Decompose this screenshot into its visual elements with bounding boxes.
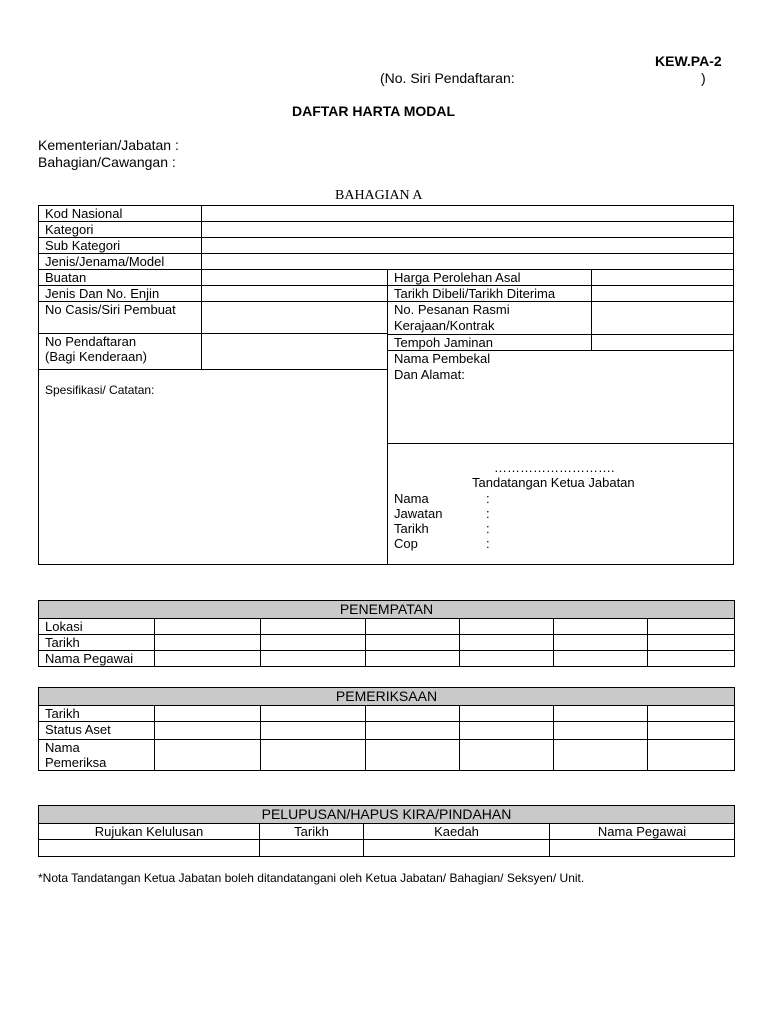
table-row — [39, 840, 735, 857]
sub-kategori-label: Sub Kategori — [45, 238, 121, 253]
table-cell[interactable] — [261, 635, 366, 651]
table-cell[interactable] — [366, 706, 460, 722]
table-cell[interactable] — [364, 840, 550, 857]
table-cell[interactable] — [261, 706, 366, 722]
row-divider — [387, 443, 733, 444]
row-divider — [39, 269, 733, 270]
pembekal-label: Nama Pembekal — [394, 351, 491, 366]
row-label: Lokasi — [39, 619, 155, 635]
table-cell[interactable] — [261, 651, 366, 667]
no-pendaftaran-sub-label: (Bagi Kenderaan) — [45, 349, 147, 364]
pesanan-sub-label: Kerajaan/Kontrak — [394, 318, 495, 333]
sig-jawatan-colon: : — [486, 506, 490, 521]
buatan-label: Buatan — [45, 270, 87, 285]
kategori-label: Kategori — [45, 222, 94, 237]
table-cell[interactable] — [155, 619, 261, 635]
table-cell[interactable] — [260, 840, 364, 857]
pembekal-sub-label: Dan Alamat: — [394, 367, 465, 382]
table-header-row — [39, 824, 735, 840]
section-a-title: BAHAGIAN A — [335, 188, 423, 203]
table-row — [39, 722, 735, 740]
table-cell[interactable] — [261, 722, 366, 740]
penempatan-table — [38, 600, 735, 667]
table-cell[interactable] — [550, 840, 735, 857]
table-cell[interactable] — [366, 635, 460, 651]
footnote: *Nota Tandatangan Ketua Jabatan boleh ditandatangani oleh Ketua Jabatan/ Bahagian/ Seksyen/ Unit. — [38, 871, 585, 885]
page-title: DAFTAR HARTA MODAL — [292, 103, 456, 119]
siri-close: ) — [701, 70, 706, 86]
table-cell[interactable] — [460, 635, 554, 651]
table-cell[interactable] — [366, 740, 460, 771]
column-header: Nama Pegawai — [550, 824, 735, 840]
table-row — [39, 651, 735, 667]
signature-dots: ………………………. — [494, 460, 615, 475]
table-cell[interactable] — [554, 635, 648, 651]
table-cell[interactable] — [554, 706, 648, 722]
sig-tarikh-colon: : — [486, 521, 490, 536]
kementerian-label: Kementerian/Jabatan : — [38, 137, 179, 153]
pelupusan-title: PELUPUSAN/HAPUS KIRA/PINDAHAN — [39, 806, 735, 824]
row-label: Nama Pegawai — [39, 651, 155, 667]
pelupusan-table — [38, 805, 735, 857]
table-cell[interactable] — [648, 722, 735, 740]
row-divider — [39, 221, 733, 222]
table-cell[interactable] — [366, 619, 460, 635]
sig-jawatan-label: Jawatan — [394, 506, 443, 521]
table-cell[interactable] — [648, 706, 735, 722]
table-cell[interactable] — [648, 651, 735, 667]
bahagian-label: Bahagian/Cawangan : — [38, 154, 176, 170]
table-cell[interactable] — [155, 740, 261, 771]
column-header: Tarikh — [260, 824, 364, 840]
sig-cop-colon: : — [486, 536, 490, 551]
spesifikasi-label: Spesifikasi/ Catatan: — [45, 383, 155, 397]
jenis-jenama-label: Jenis/Jenama/Model — [45, 254, 165, 269]
table-cell[interactable] — [460, 740, 554, 771]
tempoh-label: Tempoh Jaminan — [394, 335, 493, 350]
column-header: Rujukan Kelulusan — [39, 824, 260, 840]
row-label: Status Aset — [39, 722, 155, 740]
sig-nama-colon: : — [486, 491, 490, 506]
sig-tarikh-label: Tarikh — [394, 521, 429, 536]
table-row — [39, 619, 735, 635]
table-cell[interactable] — [155, 706, 261, 722]
form-code: KEW.PA-2 — [655, 53, 722, 69]
nama-pemeriksa-sub-label: Pemeriksa — [45, 755, 107, 770]
table-cell[interactable] — [460, 722, 554, 740]
table-cell[interactable] — [39, 840, 260, 857]
table-cell[interactable] — [155, 651, 261, 667]
table-cell[interactable] — [460, 619, 554, 635]
table-row — [39, 740, 735, 771]
row-label: Tarikh — [39, 635, 155, 651]
kod-nasional-label: Kod Nasional — [45, 206, 123, 221]
tandatangan-label: Tandatangan Ketua Jabatan — [472, 475, 635, 490]
sig-cop-label: Cop — [394, 536, 418, 551]
table-cell[interactable] — [261, 619, 366, 635]
table-cell[interactable] — [648, 619, 735, 635]
table-cell[interactable] — [648, 635, 735, 651]
table-cell[interactable] — [155, 722, 261, 740]
sig-nama-label: Nama — [394, 491, 429, 506]
table-cell[interactable] — [554, 722, 648, 740]
table-cell[interactable] — [261, 740, 366, 771]
table-cell[interactable] — [366, 722, 460, 740]
jenis-enjin-label: Jenis Dan No. Enjin — [45, 286, 160, 301]
table-cell[interactable] — [460, 651, 554, 667]
nama-pemeriksa-label: Nama — [45, 740, 80, 755]
table-cell[interactable] — [155, 635, 261, 651]
table-cell[interactable] — [366, 651, 460, 667]
col-divider — [201, 206, 202, 369]
pemeriksaan-title: PEMERIKSAAN — [39, 688, 735, 706]
row-label: Tarikh — [39, 706, 155, 722]
no-casis-label: No Casis/Siri Pembuat — [45, 302, 176, 317]
col-divider — [387, 269, 388, 564]
row-divider — [39, 237, 733, 238]
harga-label: Harga Perolehan Asal — [394, 270, 521, 285]
row-divider — [39, 369, 387, 370]
table-row — [39, 635, 735, 651]
table-cell[interactable] — [554, 651, 648, 667]
column-header: Kaedah — [364, 824, 550, 840]
tarikh-dibeli-label: Tarikh Dibeli/Tarikh Diterima — [394, 286, 556, 301]
col-divider — [591, 269, 592, 350]
no-pendaftaran-label: No Pendaftaran — [45, 334, 137, 349]
table-cell[interactable] — [554, 740, 648, 771]
table-cell[interactable] — [648, 740, 735, 771]
section-a-box — [38, 205, 734, 565]
siri-label: (No. Siri Pendaftaran: — [380, 70, 515, 86]
table-cell[interactable] — [460, 706, 554, 722]
row-label — [39, 740, 155, 771]
table-cell[interactable] — [554, 619, 648, 635]
penempatan-title: PENEMPATAN — [39, 601, 735, 619]
pesanan-label: No. Pesanan Rasmi — [394, 302, 510, 317]
table-row — [39, 706, 735, 722]
pemeriksaan-table — [38, 687, 735, 771]
